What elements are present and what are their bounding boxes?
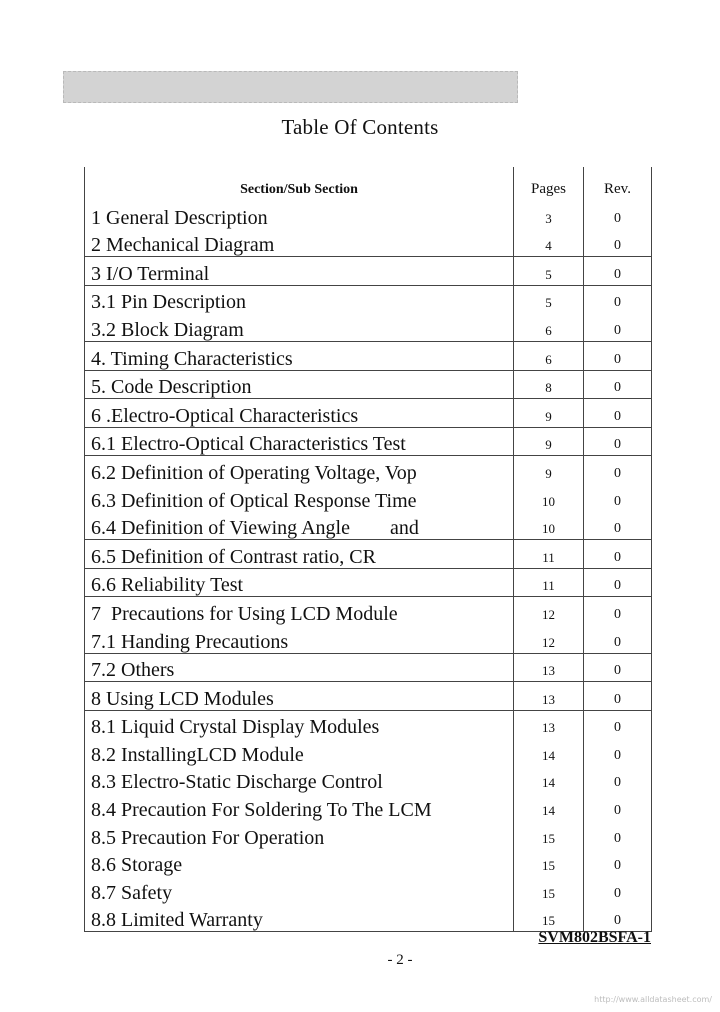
toc-group xyxy=(85,285,652,341)
toc-row[interactable] xyxy=(85,257,652,286)
toc-row[interactable] xyxy=(85,904,652,932)
toc-group xyxy=(85,597,652,653)
toc-header-row xyxy=(85,167,652,201)
toc-page-number: 3 xyxy=(514,201,584,229)
toc-group xyxy=(85,341,652,370)
toc-revision: 0 xyxy=(584,793,652,821)
column-header-section: Section/Sub Section xyxy=(85,167,514,201)
toc-revision: 0 xyxy=(584,597,652,625)
toc-section-label: 4. Timing Characteristics xyxy=(85,341,514,370)
toc-row[interactable] xyxy=(85,876,652,904)
toc-revision: 0 xyxy=(584,456,652,484)
toc-page-number: 15 xyxy=(514,876,584,904)
toc-section-label: 3.1 Pin Description xyxy=(85,285,514,313)
toc-revision: 0 xyxy=(584,313,652,341)
toc-group xyxy=(85,653,652,682)
toc-row[interactable] xyxy=(85,710,652,738)
watermark-text: http://www.alldatasheet.com/ xyxy=(594,995,712,1004)
toc-revision: 0 xyxy=(584,229,652,257)
toc-row[interactable] xyxy=(85,738,652,766)
toc-revision: 0 xyxy=(584,710,652,738)
toc-section-label: 6.1 Electro-Optical Characteristics Test xyxy=(85,427,514,456)
toc-page-number: 8 xyxy=(514,370,584,399)
toc-row[interactable] xyxy=(85,568,652,597)
toc-revision: 0 xyxy=(584,625,652,653)
toc-row[interactable] xyxy=(85,313,652,341)
toc-group xyxy=(85,427,652,456)
toc-row[interactable] xyxy=(85,653,652,682)
toc-section-label: 1 General Description xyxy=(85,201,514,229)
toc-section-label: 6 .Electro-Optical Characteristics xyxy=(85,399,514,428)
toc-revision: 0 xyxy=(584,512,652,540)
toc-row[interactable] xyxy=(85,399,652,428)
toc-group xyxy=(85,370,652,399)
toc-row[interactable] xyxy=(85,285,652,313)
toc-section-label: 8 Using LCD Modules xyxy=(85,682,514,711)
toc-page-number: 10 xyxy=(514,512,584,540)
toc-row[interactable] xyxy=(85,849,652,877)
toc-group xyxy=(85,201,652,257)
toc-revision: 0 xyxy=(584,653,652,682)
toc-section-label: 6.3 Definition of Optical Response Time xyxy=(85,484,514,512)
toc-row[interactable] xyxy=(85,766,652,794)
toc-table xyxy=(84,167,652,932)
toc-section-label: 7.2 Others xyxy=(85,653,514,682)
toc-revision: 0 xyxy=(584,682,652,711)
toc-section-label: 8.8 Limited Warranty xyxy=(85,904,514,932)
toc-spacer-cell xyxy=(85,931,514,932)
toc-revision: 0 xyxy=(584,540,652,569)
toc-row[interactable] xyxy=(85,512,652,540)
toc-section-label: 6.6 Reliability Test xyxy=(85,568,514,597)
toc-row[interactable] xyxy=(85,427,652,456)
toc-page-number: 14 xyxy=(514,738,584,766)
toc-section-label: 6.2 Definition of Operating Voltage, Vop xyxy=(85,456,514,484)
toc-section-label: 8.7 Safety xyxy=(85,876,514,904)
toc-revision: 0 xyxy=(584,904,652,932)
toc-revision: 0 xyxy=(584,568,652,597)
toc-row[interactable] xyxy=(85,597,652,625)
toc-revision: 0 xyxy=(584,399,652,428)
toc-group xyxy=(85,399,652,428)
toc-page-number: 9 xyxy=(514,456,584,484)
toc-revision: 0 xyxy=(584,738,652,766)
toc-page-number: 13 xyxy=(514,710,584,738)
toc-page-number: 13 xyxy=(514,653,584,682)
toc-section-label: 7.1 Handing Precautions xyxy=(85,625,514,653)
toc-row[interactable] xyxy=(85,456,652,484)
toc-row[interactable] xyxy=(85,229,652,257)
toc-page-number: 9 xyxy=(514,427,584,456)
toc-page-number: 14 xyxy=(514,793,584,821)
toc-page-number: 6 xyxy=(514,313,584,341)
toc-section-label: 8.5 Precaution For Operation xyxy=(85,821,514,849)
column-header-rev: Rev. xyxy=(584,167,652,201)
toc-row[interactable] xyxy=(85,201,652,229)
toc-revision: 0 xyxy=(584,766,652,794)
toc-revision: 0 xyxy=(584,849,652,877)
toc-page-number: 6 xyxy=(514,341,584,370)
toc-page-number: 14 xyxy=(514,766,584,794)
toc-section-label: 6.5 Definition of Contrast ratio, CR xyxy=(85,540,514,569)
toc-revision: 0 xyxy=(584,201,652,229)
toc-section-label: 3.2 Block Diagram xyxy=(85,313,514,341)
toc-revision: 0 xyxy=(584,370,652,399)
toc-revision: 0 xyxy=(584,285,652,313)
toc-page-number: 5 xyxy=(514,257,584,286)
toc-page-number: 15 xyxy=(514,821,584,849)
toc-page-number: 4 xyxy=(514,229,584,257)
toc-revision: 0 xyxy=(584,341,652,370)
toc-revision: 0 xyxy=(584,876,652,904)
toc-revision: 0 xyxy=(584,484,652,512)
toc-page-number: 13 xyxy=(514,682,584,711)
toc-revision: 0 xyxy=(584,427,652,456)
toc-group xyxy=(85,682,652,711)
toc-row[interactable] xyxy=(85,370,652,399)
toc-page-number: 9 xyxy=(514,399,584,428)
toc-section-label: 2 Mechanical Diagram xyxy=(85,229,514,257)
toc-group xyxy=(85,540,652,569)
toc-page-number: 11 xyxy=(514,568,584,597)
toc-section-label: 5. Code Description xyxy=(85,370,514,399)
document-id: SVM802BSFA-1 xyxy=(538,929,651,946)
toc-page-number: 10 xyxy=(514,484,584,512)
toc-group xyxy=(85,257,652,286)
toc-section-label: 8.1 Liquid Crystal Display Modules xyxy=(85,710,514,738)
toc-page-number: 15 xyxy=(514,849,584,877)
toc-section-label: 7 Precautions for Using LCD Module xyxy=(85,597,514,625)
toc-row[interactable] xyxy=(85,821,652,849)
toc-section-label: 8.2 InstallingLCD Module xyxy=(85,738,514,766)
toc-group xyxy=(85,710,652,932)
toc-row[interactable] xyxy=(85,540,652,569)
toc-group xyxy=(85,568,652,597)
header-banner xyxy=(63,71,518,103)
toc-section-label: 3 I/O Terminal xyxy=(85,257,514,286)
column-header-pages: Pages xyxy=(514,167,584,201)
toc-row[interactable] xyxy=(85,484,652,512)
toc-page-number: 5 xyxy=(514,285,584,313)
toc-page-number: 15 xyxy=(514,904,584,932)
toc-row[interactable] xyxy=(85,341,652,370)
toc-page-number: 12 xyxy=(514,597,584,625)
toc-row[interactable] xyxy=(85,682,652,711)
toc-page-number: 11 xyxy=(514,540,584,569)
toc-revision: 0 xyxy=(584,257,652,286)
toc-revision: 0 xyxy=(584,821,652,849)
toc-group xyxy=(85,456,652,540)
page-number: - 2 - xyxy=(387,952,413,968)
toc-section-label: 6.4 Definition of Viewing Angle and xyxy=(85,512,514,540)
toc-row[interactable] xyxy=(85,625,652,653)
toc-section-label: 8.3 Electro-Static Discharge Control xyxy=(85,766,514,794)
toc-section-label: 8.4 Precaution For Soldering To The LCM xyxy=(85,793,514,821)
toc-row[interactable] xyxy=(85,793,652,821)
page-title: Table Of Contents xyxy=(281,115,439,139)
toc-page-number: 12 xyxy=(514,625,584,653)
toc-section-label: 8.6 Storage xyxy=(85,849,514,877)
